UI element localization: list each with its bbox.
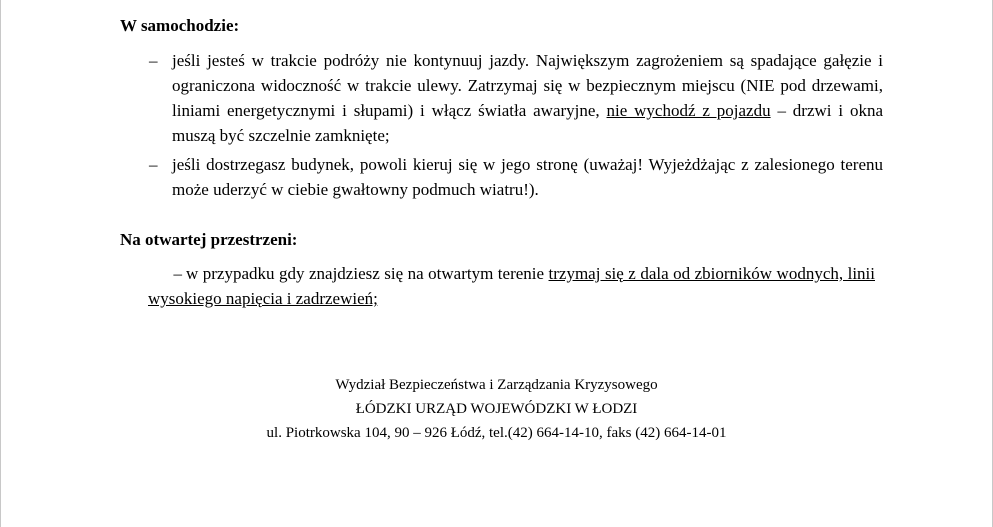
item-text: jeśli dostrzegasz budynek, powoli kieruj się w jego stronę (uważaj! Wyjeżdżając z zalesionego terenu może uderzyć w ciebie gwałtowny podmuch wiatru!).	[172, 155, 883, 199]
list-item	[149, 152, 883, 202]
list-dash: –	[173, 264, 182, 283]
item-text: w przypadku gdy znajdziesz się na otwartym terenie	[186, 264, 549, 283]
page-left-edge	[0, 0, 1, 527]
section-heading-open: Na otwartej przestrzeni:	[120, 230, 298, 249]
list-dash: –	[149, 155, 158, 174]
footer-office: ŁÓDZKI URZĄD WOJEWÓDZKI W ŁODZI	[355, 401, 638, 417]
list-dash: –	[149, 51, 158, 70]
item-underlined-text: trzymaj się z dala od zbiorników wodnych, linii wysokiego napięcia i zadrzewień;	[148, 264, 875, 308]
list-item	[148, 261, 875, 311]
footer-address: ul. Piotrkowska 104, 90 – 926 Łódź, tel.(42) 664-14-10, faks (42) 664-14-01	[266, 425, 727, 441]
footer-department: Wydział Bezpieczeństwa i Zarządzania Kryzysowego	[335, 377, 658, 393]
section-heading-car: W samochodzie:	[120, 16, 240, 35]
item-text: jeśli jesteś w trakcie podróży nie kontynuuj jazdy. Największym zagrożeniem są spadające gałęzie i ograniczona widoczność w trakcie ulewy. Zatrzymaj się w bezpiecznym miejscu (NIE pod drzewami, liniami energetycznymi i słupami) i włącz światła awaryjne,	[172, 51, 883, 120]
list-item	[149, 48, 883, 148]
item-text-continued: – drzwi i okna muszą być szczelnie zamknięte;	[172, 101, 883, 145]
item-underlined-text: nie wychodź z pojazdu	[606, 101, 771, 120]
